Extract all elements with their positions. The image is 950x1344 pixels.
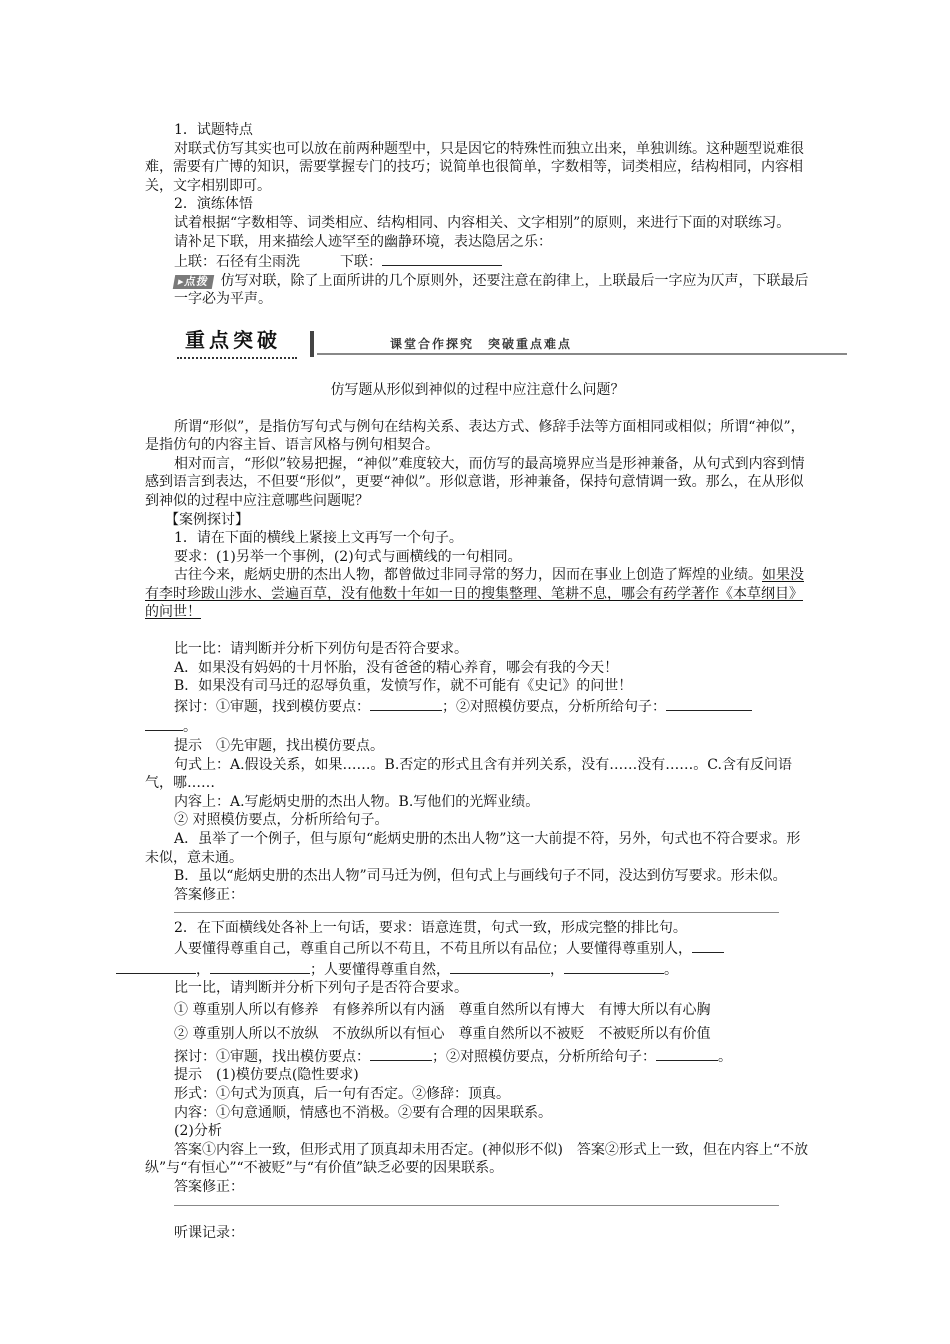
answer-blank[interactable] bbox=[656, 1046, 718, 1061]
paragraph-practice: 试着根据“字数相等、词类相应、结构相同、内容相关、文字相别”的原则，来进行下面的对联练习。 bbox=[174, 214, 791, 231]
banner-title: 重点突破 bbox=[185, 327, 281, 352]
heading-test-features: 1．试题特点 bbox=[174, 122, 253, 138]
answer-blank[interactable] bbox=[370, 696, 442, 711]
section-banner bbox=[145, 327, 810, 367]
answer-blank[interactable] bbox=[210, 959, 310, 974]
answer-blank[interactable] bbox=[450, 959, 550, 974]
explore-1: 探讨：①审题，找到模仿要点： ；②对照模仿要点，分析所给句子： 。 bbox=[145, 696, 810, 737]
upper-couplet: 上联：石径有尘雨洗 bbox=[174, 254, 300, 271]
content-analysis-1: 内容上：A.写彪炳史册的杰出人物。B.写他们的光辉业绩。 bbox=[174, 793, 540, 810]
tip-text: 仿写对联，除了上面所讲的几个原则外，还要注意在韵律上，上联最后一字应为仄声，下联最后一字必为平声。 bbox=[174, 272, 809, 308]
paragraph-definition: 所谓“形似”，是指仿写句式与例句在结构关系、表达方式、修辞手法等方面相同或相似；所谓“神似”，是指仿句的内容主旨、语言风格与例句相契合。 bbox=[145, 418, 805, 454]
paragraph-instruction: 请补足下联，用来描绘人迹罕至的幽静环境，表达隐居之乐： bbox=[174, 233, 552, 250]
hint-2: 提示 (1)模仿要点(隐性要求) bbox=[174, 1067, 359, 1084]
answer-2: 答案①内容上一致，但形式用了顶真却未用否定。(神似形不似) 答案②形式上一致，但在内容上“不放纵”与“有恒心”“不被贬”与“有价值”缺乏必要的因果联系。 bbox=[145, 1141, 809, 1177]
compare-instruction-2: 比一比，请判断并分析下列句子是否符合要求。 bbox=[174, 980, 468, 997]
couplet-line bbox=[145, 251, 810, 272]
answer-blank[interactable] bbox=[145, 716, 183, 731]
answer-blank[interactable] bbox=[370, 1046, 432, 1061]
candidate-2: ② 尊重别人所以不放纵 不放纵所以有恒心 尊重自然所以不被贬 不被贬所以有价值 bbox=[174, 1025, 711, 1042]
answer-b: B．虽以“彪炳史册的杰出人物”司马迁为例，但句式上与画线句子不同，没达到仿写要求。形未似。 bbox=[174, 868, 787, 885]
tip-badge: ▸点拨 bbox=[173, 275, 214, 289]
underlined-sentence: 如果没有李时珍跋山涉水、尝遍百草，没有他数十年如一日的搜集整理、笔耕不息，哪会有药学著作《本草纲目》的问世！ bbox=[145, 567, 804, 621]
answer-fix-line-2[interactable] bbox=[174, 1197, 779, 1206]
compare-instruction: 比一比：请判断并分析下列仿句是否符合要求。 bbox=[174, 641, 468, 658]
question-1: 1．请在下面的横线上紧接上文再写一个句子。 bbox=[174, 530, 463, 547]
answer-a: A．虽举了一个例子，但与原句“彪炳史册的杰出人物”这一大前提不符，另外，句式也不符合要求。形未似，意未通。 bbox=[145, 831, 801, 866]
answer-blank[interactable] bbox=[116, 959, 196, 974]
document-page bbox=[145, 121, 810, 1242]
content-analysis-2: 内容：①句意通顺，情感也不消极。②要有合理的因果联系。 bbox=[174, 1104, 552, 1121]
case-heading: 【案例探讨】 bbox=[165, 511, 249, 528]
paragraph-features: 对联式仿写其实也可以放在前两种题型中，只是因它的特殊性而独立出来，单独训练。这种题型说难很难，需要有广博的知识，需要掌握专门的技巧；说简单也很简单，字数相等，词类相应，结构相同，内容相关，文字相别即可。 bbox=[145, 140, 804, 194]
heading-practice: 2．演练体悟 bbox=[174, 196, 253, 213]
answer-blank[interactable] bbox=[666, 696, 752, 711]
lower-couplet-label: 下联： bbox=[340, 254, 382, 271]
class-notes-label: 听课记录： bbox=[174, 1224, 244, 1241]
candidate-1: ① 尊重别人所以有修养 有修养所以有内涵 尊重自然所以有博大 有博大所以有心胸 bbox=[174, 1001, 711, 1018]
answer-fix-line[interactable] bbox=[174, 904, 779, 913]
tip-paragraph bbox=[145, 272, 810, 309]
step-2: ② 对照模仿要点，分析所给句子。 bbox=[174, 812, 389, 829]
analysis-label: (2)分析 bbox=[174, 1123, 222, 1140]
banner-subtitle: 课堂合作探究 突破重点难点 bbox=[390, 336, 573, 351]
form-analysis-1: 句式上：A.假设关系，如果……。B.否定的形式且含有并列关系，没有……没有……。C.含有反问语气，哪…… bbox=[145, 756, 792, 792]
paragraph-comparison: 相对而言，“形似”较易把握，“神似”难度较大，而仿写的最高境界应当是形神兼备，从句式到内容到情感到语言到表达，不但要“形似”，更要“神似”。形似意谐，形神兼备，保持句意情调一致。那么，在从形似到神似的过程中应注意哪些问题呢？ bbox=[145, 455, 805, 509]
option-b: B．如果没有司马迁的忍辱负重，发愤写作，就不可能有《史记》的问世！ bbox=[174, 678, 633, 695]
question-2: 2．在下面横线处各补上一句话，要求：语意连贯，句式一致，形成完整的排比句。 bbox=[174, 920, 687, 937]
answer-blank[interactable] bbox=[564, 959, 664, 974]
banner-underline bbox=[177, 357, 297, 359]
section-question: 仿写题从形似到神似的过程中应注意什么问题？ bbox=[330, 381, 625, 398]
answer-blank[interactable] bbox=[692, 938, 724, 953]
answer-fix-label-2: 答案修正： bbox=[174, 1178, 244, 1195]
form-analysis-2: 形式：①句式为顶真，后一句有否定。②修辞：顶真。 bbox=[174, 1085, 510, 1102]
example-paragraph: 古往今来，彪炳史册的杰出人物，都曾做过非同寻常的努力，因而在事业上创造了辉煌的业绩。如果没有李时珍跋山涉水、尝遍百草，没有他数十年如一日的搜集整理、笔耕不息，哪会有药学著作《本草纲目》的问世！ bbox=[145, 567, 804, 621]
question-2-text: 人要懂得尊重自己，尊重自己所以不苟且，不苟且所以有品位；人要懂得尊重别人， ， ；人要懂得尊重自然， ， 。 bbox=[145, 938, 810, 979]
banner-divider bbox=[310, 331, 314, 357]
hint-1: 提示 ①先审题，找出模仿要点。 bbox=[174, 738, 384, 755]
option-a: A．如果没有妈妈的十月怀胎，没有爸爸的精心养育，哪会有我的今天！ bbox=[174, 659, 619, 676]
explore-2: 探讨：①审题，找出模仿要点： ；②对照模仿要点，分析所给句子： 。 bbox=[145, 1046, 810, 1067]
requirement: 要求：(1)另举一个事例，(2)句式与画横线的一句相同。 bbox=[174, 548, 522, 565]
answer-fix-label: 答案修正： bbox=[174, 886, 244, 903]
lower-couplet-blank[interactable] bbox=[382, 251, 502, 266]
